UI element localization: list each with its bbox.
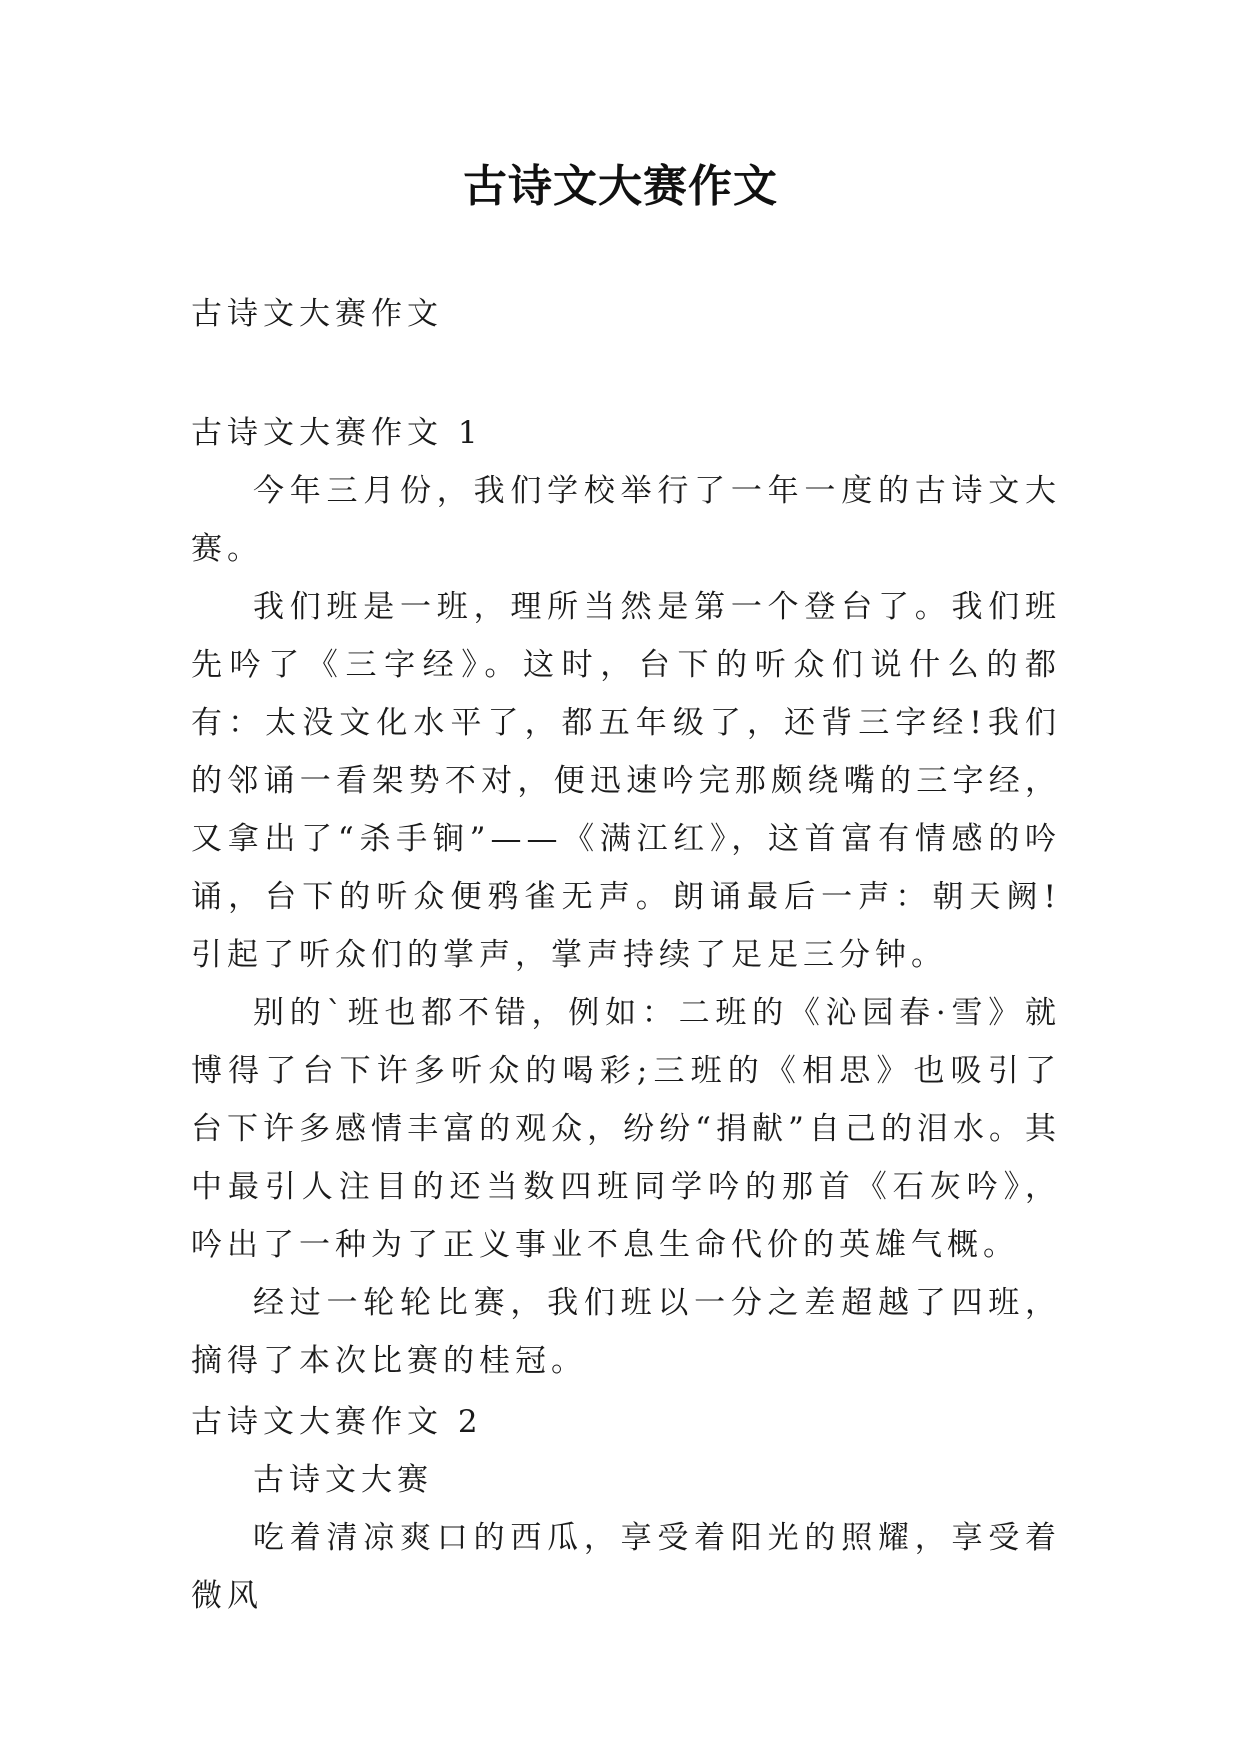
section-heading: 古诗文大赛作文 2	[191, 1404, 483, 1440]
document-title: 古诗文大赛作文	[463, 161, 778, 212]
paragraph: 经过一轮轮比赛，我们班以一分之差超越了四班，摘得了本次比赛的桂冠。	[191, 1285, 1061, 1379]
paragraph: 我们班是一班，理所当然是第一个登台了。我们班先吟了《三字经》。这时，台下的听众们说什么的都有：太没文化水平了，都五年级了，还背三字经!我们的邻诵一看架势不对，便迅速吟完那颇绕嘴的三字经，又拿出了“杀手锏”——《满江红》，这首富有情感的吟诵，台下的听众便鸦雀无声。朗诵最后一声：朝天阙!引起了听众们的掌声，掌声持续了足足三分钟。	[191, 589, 1061, 973]
essay-section-1	[191, 404, 1061, 1390]
document-subtitle	[191, 285, 1061, 343]
paragraph: 今年三月份，我们学校举行了一年一度的古诗文大赛。	[191, 473, 1061, 567]
section-heading: 古诗文大赛作文 1	[191, 415, 483, 451]
paragraph: 古诗文大赛	[253, 1462, 433, 1498]
essay-section-2	[191, 1393, 1061, 1625]
paragraph: 别的`班也都不错，例如：二班的《沁园春·雪》就博得了台下许多听众的喝彩;三班的《相思》也吸引了台下许多感情丰富的观众，纷纷“捐献”自己的泪水。其中最引人注目的还当数四班同学吟的那首《石灰吟》，吟出了一种为了正义事业不息生命代价的英雄气概。	[191, 995, 1061, 1263]
paragraph: 吃着清凉爽口的西瓜，享受着阳光的照耀，享受着微风	[191, 1520, 1061, 1614]
subtitle-text: 古诗文大赛作文	[191, 296, 443, 332]
